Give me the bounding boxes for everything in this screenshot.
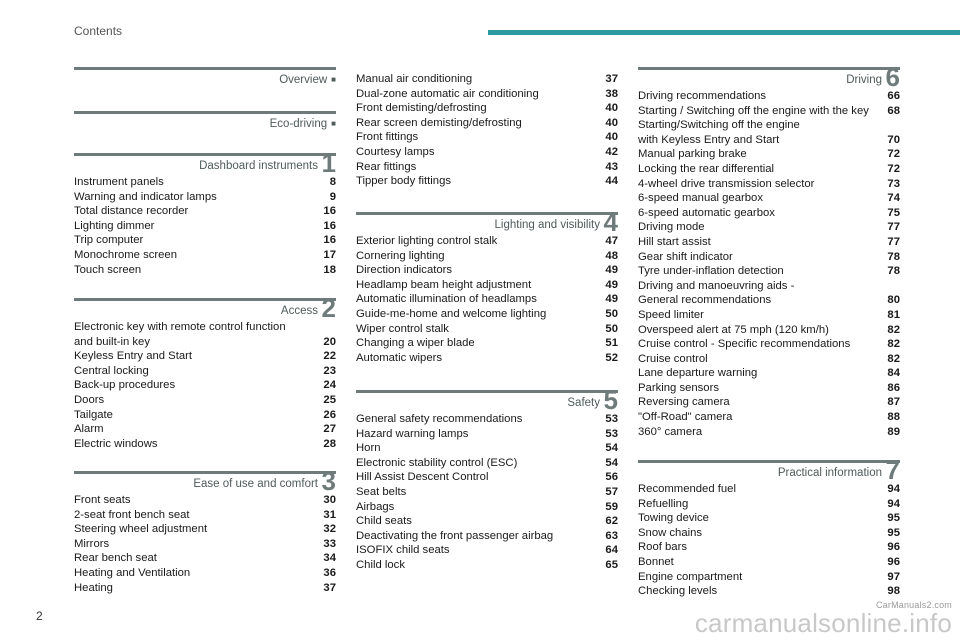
toc-entry-title: Snow chains [638,526,703,539]
toc-entry[interactable] [74,522,336,537]
chapter-number: 7 [885,455,900,485]
section-title[interactable]: Safety [567,397,600,409]
toc-entry-page: 86 [887,381,900,394]
toc-entry-page: 9 [329,190,336,203]
chapter-number: 3 [321,466,336,496]
toc-entry-page: 40 [605,131,618,144]
section-title[interactable]: Driving [846,74,882,86]
toc-entry-title: Driving and manoeuvring aids - [638,279,795,292]
toc-entry-title: Rear bench seat [74,552,157,565]
toc-entry-title: Instrument panels [74,176,164,188]
toc-entry[interactable] [638,206,900,221]
toc-entry[interactable] [74,378,336,393]
toc-entry-page: 28 [323,437,336,450]
toc-entry-title: Parking sensors [638,381,719,394]
chapter-number: 6 [885,62,900,92]
toc-entry-page: 89 [887,425,900,438]
toc-entry-page: 16 [323,234,336,247]
toc-entry-page: 50 [605,307,618,320]
toc-entry-page: 80 [887,294,900,307]
toc-entry-page: 66 [887,90,900,102]
toc-entry-title: Electronic stability control (ESC) [356,456,518,469]
toc-entry-title: Bonnet [638,555,674,568]
toc-entry-title: Manual parking brake [638,148,747,161]
toc-entry-title: Front seats [74,494,131,506]
toc-entry-title: Touch screen [74,263,142,276]
toc-entry[interactable] [638,220,900,235]
toc-entry[interactable] [74,175,336,190]
toc-entry[interactable] [74,233,336,248]
toc-entry[interactable] [638,89,900,104]
toc-entry-title: Gear shift indicator [638,250,733,263]
toc-entry-page: 18 [323,263,336,276]
toc-entry-title: Lane departure warning [638,367,758,380]
toc-entry[interactable] [638,191,900,206]
toc-entry[interactable] [638,147,900,162]
toc-entry[interactable] [356,72,618,87]
toc-entry-page: 27 [323,423,336,436]
section-header [356,207,618,237]
toc-entry[interactable] [356,351,618,366]
toc-entry[interactable] [638,511,900,526]
toc-entry[interactable] [356,234,618,249]
toc-entry-page: 74 [887,192,900,205]
toc-entry-title: Central locking [74,364,149,377]
toc-entry-title: Steering wheel adjustment [74,523,208,536]
toc-entry-title: Automatic wipers [356,351,443,364]
toc-entry[interactable] [74,248,336,263]
toc-entry[interactable] [638,308,900,323]
section-header [74,148,336,178]
toc-entry-page: 62 [605,515,618,528]
toc-entry[interactable] [356,427,618,442]
toc-entry-title: Checking levels [638,585,718,598]
toc-entry-page: 82 [887,323,900,336]
toc-section [74,67,336,89]
toc-section [638,62,900,439]
toc-entry[interactable] [74,393,336,408]
toc-entry-title: Front demisting/defrosting [356,102,487,115]
toc-entry-title: Engine compartment [638,570,743,583]
toc-entry-title: Front fittings [356,131,419,144]
toc-entry-title: Rear fittings [356,160,417,173]
chapter-number: 1 [321,148,336,178]
toc-entry-title: Wiper control stalk [356,322,449,335]
toc-entry-title: Alarm [74,423,104,436]
toc-entry-title: Driving recommendations [638,90,767,102]
toc-entry-page: 70 [887,133,900,146]
toc-entry-title: Tyre under-inflation detection [638,265,784,278]
toc-entry-page: 88 [887,411,900,424]
toc-entry-title: Recommended fuel [638,483,736,495]
page-number: 2 [36,609,43,623]
toc-entry-page: 68 [887,104,900,117]
toc-entry-title: Deactivating the front passenger airbag [356,529,554,542]
toc-entry[interactable] [638,540,900,555]
toc-entry[interactable] [74,263,336,278]
toc-entry[interactable] [74,335,336,350]
toc-section [638,455,900,599]
watermark-small-text: CarManuals2.com [875,600,952,610]
toc-entry[interactable] [638,425,900,440]
toc-entry[interactable] [356,101,618,116]
section-title[interactable]: Dashboard instruments [199,160,318,172]
toc-entry-page: 94 [887,497,900,510]
toc-entry-page: 52 [605,351,618,364]
toc-entry-title: Electric windows [74,437,158,450]
toc-entry-page: 50 [605,322,618,335]
section-header [74,111,336,133]
section-title[interactable]: Ease of use and comfort [193,478,318,490]
toc-entry-page: 33 [323,537,336,550]
toc-entry-title: ISOFIX child seats [356,544,450,557]
toc-entry-page: 47 [605,235,618,247]
toc-entry-page: 37 [605,73,618,85]
toc-entry[interactable] [356,500,618,515]
toc-entry[interactable] [356,249,618,264]
toc-entry-page: 82 [887,338,900,351]
toc-entry-title: Starting / Switching off the engine with the key [638,104,869,117]
toc-entry[interactable] [638,366,900,381]
toc-entry-title: Courtesy lamps [356,145,435,158]
chapter-number: 2 [321,293,336,323]
section-title[interactable]: Lighting and visibility [494,219,600,231]
toc-entry-page: 20 [323,335,336,348]
toc-entry-page: 37 [323,581,336,594]
toc-entry[interactable] [638,104,900,119]
toc-entry[interactable] [356,116,618,131]
toc-entry-title: Back-up procedures [74,379,176,392]
section-header [638,62,900,92]
toc-entry[interactable] [638,177,900,192]
toc-entry-title: Dual-zone automatic air conditioning [356,87,539,100]
toc-entry[interactable] [74,537,336,552]
toc-entry-title: Keyless Entry and Start [74,350,193,363]
toc-entry[interactable] [356,558,618,573]
toc-entry[interactable] [74,408,336,423]
toc-entry-page: 56 [605,471,618,484]
section-header [74,293,336,323]
toc-entry[interactable] [356,145,618,160]
toc-entry-title: Changing a wiper blade [356,337,475,350]
toc-entry-title: Electronic key with remote control function [74,321,286,333]
toc-entry-title: 360° camera [638,425,703,438]
toc-entry-page: 63 [605,529,618,542]
watermark-text: carmanualsonline.info [694,608,952,638]
toc-entry[interactable] [74,581,336,596]
toc-entry-page: 81 [887,308,900,321]
toc-entry-page: 34 [323,552,336,565]
toc-entry-title: Overspeed alert at 75 mph (120 km/h) [638,323,829,336]
toc-entry-page: 78 [887,250,900,263]
toc-entry-title: Locking the rear differential [638,162,775,175]
toc-entry[interactable] [356,543,618,558]
toc-entry-page: 43 [605,160,618,173]
toc-entry-title: Child lock [356,558,405,571]
section-title[interactable]: Practical information [777,467,882,479]
toc-entry[interactable] [638,395,900,410]
toc-entry-page: 73 [887,177,900,190]
toc-entry[interactable] [356,174,618,189]
toc-entry[interactable] [356,470,618,485]
toc-entry[interactable] [74,551,336,566]
square-bullet-icon: ■ [331,75,336,84]
square-bullet-icon: ■ [331,119,336,128]
toc-entry[interactable] [638,250,900,265]
toc-entry[interactable] [638,352,900,367]
toc-entry-page: 25 [323,393,336,406]
toc-entry-title: Reversing camera [638,396,730,409]
toc-entry[interactable] [638,337,900,352]
toc-entry-page: 77 [887,221,900,234]
toc-entry[interactable] [74,204,336,219]
toc-entry-title: 6-speed automatic gearbox [638,206,775,219]
toc-entry-page: 98 [887,585,900,598]
toc-entry-title: Tailgate [74,408,113,421]
toc-entry[interactable] [74,320,336,335]
toc-entry-title: Cruise control [638,352,708,365]
toc-entry-title: Airbags [356,500,395,513]
toc-entry[interactable] [74,508,336,523]
toc-entry-page: 30 [323,494,336,506]
toc-entry-page: 65 [605,558,618,571]
toc-entry[interactable] [356,412,618,427]
toc-entry-title: General safety recommendations [356,413,523,425]
toc-entry-page: 78 [887,265,900,278]
toc-entry-page: 87 [887,396,900,409]
toc-entry[interactable] [356,263,618,278]
toc-entry[interactable] [638,410,900,425]
header-accent-bar [488,30,960,35]
toc-entry[interactable] [356,322,618,337]
toc-entry-page: 49 [605,264,618,277]
toc-entry-title: Towing device [638,512,709,525]
toc-entry-page: 51 [605,337,618,350]
section-header [356,385,618,415]
toc-entry-title: 4-wheel drive transmission selector [638,177,815,190]
toc-entry-page: 36 [323,566,336,579]
toc-entry-title: Lighting dimmer [74,219,155,232]
toc-entry-page: 82 [887,352,900,365]
toc-entry[interactable] [638,526,900,541]
toc-entry-page: 59 [605,500,618,513]
toc-entry-page: 84 [887,367,900,380]
toc-entry[interactable] [638,118,900,133]
toc-entry-title: Automatic illumination of headlamps [356,293,537,306]
toc-section [74,111,336,133]
toc-entry-title: Manual air conditioning [356,73,473,85]
toc-entry-page: 64 [605,544,618,557]
toc-entry[interactable] [638,264,900,279]
toc-entry-page: 16 [323,219,336,232]
section-title[interactable]: Access [280,305,318,317]
toc-entry[interactable] [638,133,900,148]
toc-entry-title: Total distance recorder [74,205,189,218]
toc-entry[interactable] [74,422,336,437]
toc-entry[interactable] [356,441,618,456]
toc-entry-page: 96 [887,541,900,554]
toc-entry-title: Hazard warning lamps [356,427,469,440]
toc-entry[interactable] [356,160,618,175]
toc-entry-page: 42 [605,145,618,158]
toc-entry[interactable] [638,323,900,338]
toc-entry[interactable] [74,190,336,205]
toc-entry-title: Driving mode [638,221,705,234]
toc-section [74,466,336,595]
toc-entry-page: 54 [605,442,618,455]
toc-entry[interactable] [356,456,618,471]
toc-entry-title: with Keyless Entry and Start [638,133,780,146]
toc-entry-title: Mirrors [74,537,110,550]
toc-entry[interactable] [74,364,336,379]
toc-entry-title: Starting/Switching off the engine [638,119,800,132]
toc-entry-title: Monochrome screen [74,248,177,261]
toc-entry-page: 38 [605,87,618,100]
toc-entry-page: 77 [887,235,900,248]
toc-entry[interactable] [74,437,336,452]
toc-entry-title: "Off-Road" camera [638,411,733,424]
toc-entry-page: 72 [887,162,900,175]
toc-entry-page: 8 [329,176,336,188]
toc-entry[interactable] [356,485,618,500]
toc-entry-title: and built-in key [74,335,150,348]
toc-entry-title: Exterior lighting control stalk [356,235,498,247]
toc-entry-title: Cruise control - Specific recommendations [638,338,851,351]
toc-entry-title: General recommendations [638,294,772,307]
toc-entry-title: Guide-me-home and welcome lighting [356,307,547,320]
toc-entry-page: 23 [323,364,336,377]
toc-entry-page: 97 [887,570,900,583]
toc-entry-title: Seat belts [356,485,407,498]
toc-entry-page: 22 [323,350,336,363]
toc-entry-page: 72 [887,148,900,161]
toc-entry-title: Hill Assist Descent Control [356,471,489,484]
toc-entry[interactable] [638,381,900,396]
toc-entry[interactable] [638,279,900,294]
toc-entry-title: Heating [74,581,113,594]
toc-section [356,385,618,573]
toc-entry-page: 94 [887,483,900,495]
header-title: Contents [74,24,123,38]
toc-entry-page: 40 [605,102,618,115]
toc-entry-title: Heating and Ventilation [74,566,191,579]
section-header [638,455,900,485]
toc-entry[interactable] [356,307,618,322]
toc-entry-page: 49 [605,293,618,306]
toc-entry[interactable] [356,514,618,529]
toc-entry-page: 26 [323,408,336,421]
toc-entry[interactable] [638,497,900,512]
toc-entry[interactable] [638,293,900,308]
toc-entry-title: Cornering lighting [356,249,445,262]
toc-entry[interactable] [74,493,336,508]
toc-entry[interactable] [356,292,618,307]
toc-entry-title: Horn [356,442,381,455]
toc-entry-page: 40 [605,116,618,129]
toc-section [74,148,336,277]
toc-entry-title: Refuelling [638,497,689,510]
toc-entry-page: 49 [605,278,618,291]
toc-entry[interactable] [356,130,618,145]
toc-section [356,207,618,365]
toc-entry-page: 95 [887,526,900,539]
toc-entry[interactable] [74,219,336,234]
section-header [74,466,336,496]
toc-entry[interactable] [356,87,618,102]
toc-entry-page: 44 [605,175,618,188]
watermark [694,600,952,639]
toc-entry[interactable] [638,235,900,250]
toc-entry-page: 24 [323,379,336,392]
toc-entry-page: 53 [605,413,618,425]
toc-entry-title: Doors [74,393,105,406]
toc-entry-title: Hill start assist [638,235,711,248]
toc-section [356,72,618,189]
toc-entry[interactable] [356,529,618,544]
toc-entry[interactable] [638,570,900,585]
toc-entry[interactable] [74,566,336,581]
section-title[interactable]: Overview ■ [279,74,336,86]
section-title[interactable]: Eco-driving ■ [269,118,336,130]
chapter-number: 5 [603,385,618,415]
toc-entry-page: 32 [323,523,336,536]
toc-entry-page: 54 [605,456,618,469]
toc-entry[interactable] [638,555,900,570]
toc-entry[interactable] [356,336,618,351]
toc-entry-page: 96 [887,555,900,568]
toc-entry-page: 57 [605,485,618,498]
toc-entry[interactable] [638,482,900,497]
toc-entry-page: 53 [605,427,618,440]
toc-entry-title: Tipper body fittings [356,175,452,188]
chapter-number: 4 [603,207,618,237]
toc-entry-page: 95 [887,512,900,525]
toc-entry-title: Child seats [356,515,412,528]
toc-entry-title: Rear screen demisting/defrosting [356,116,522,129]
toc-entry-title: Roof bars [638,541,687,554]
toc-entry-title: 2-seat front bench seat [74,508,190,521]
toc-entry[interactable] [74,349,336,364]
section-header [74,67,336,89]
toc-entry-page: 17 [323,248,336,261]
toc-entry[interactable] [638,584,900,599]
toc-entry-page: 48 [605,249,618,262]
toc-entry[interactable] [356,278,618,293]
toc-entry-page: 31 [323,508,336,521]
toc-entry-title: Speed limiter [638,308,704,321]
toc-entry-title: 6-speed manual gearbox [638,192,763,205]
toc-entry-title: Trip computer [74,234,144,247]
toc-entry[interactable] [638,162,900,177]
toc-entry-title: Headlamp beam height adjustment [356,278,532,291]
toc-entry-title: Warning and indicator lamps [74,190,217,203]
toc-entry-title: Direction indicators [356,264,453,277]
toc-entry-page: 75 [887,206,900,219]
toc-entry-page: 16 [323,205,336,218]
toc-section [74,293,336,451]
